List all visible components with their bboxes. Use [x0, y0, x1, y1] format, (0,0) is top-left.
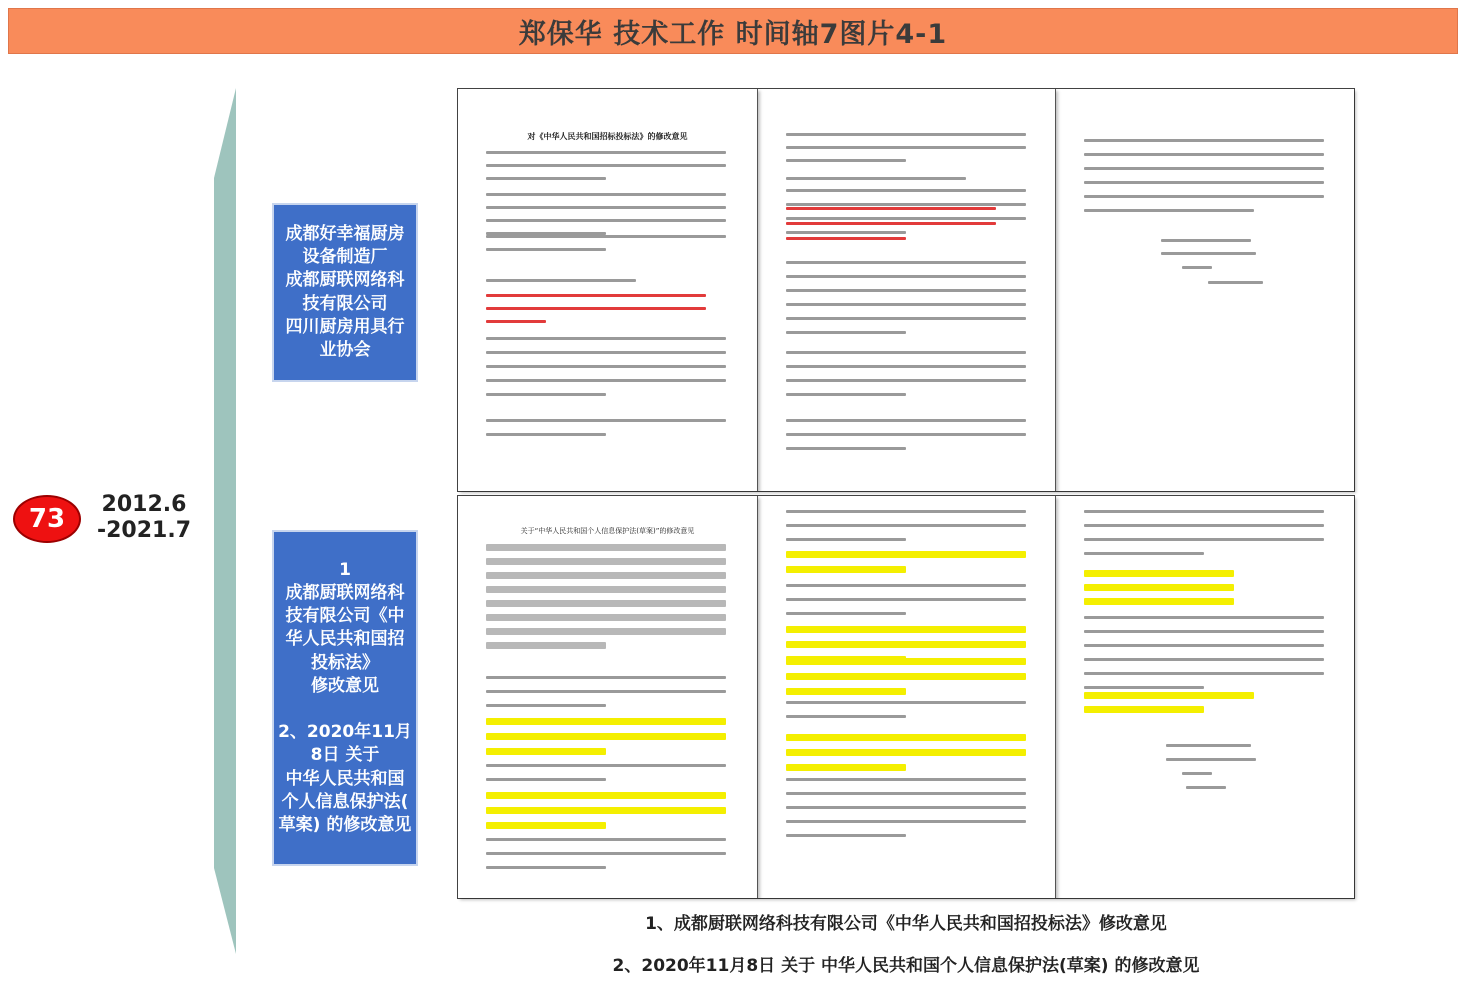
org-line: 技有限公司 [302, 293, 388, 314]
title-bar [8, 8, 1458, 54]
text-line [786, 734, 1026, 741]
text-line [1084, 630, 1324, 633]
text-line [786, 331, 906, 334]
text-line [786, 159, 906, 162]
text-line [1084, 510, 1324, 513]
text-line [486, 433, 606, 436]
org-line: 业协会 [319, 339, 371, 360]
text-line [786, 566, 906, 573]
text-line [786, 658, 1026, 665]
text-line [786, 303, 1026, 306]
text-line [1084, 153, 1324, 156]
work-line: 2、2020年11月 [278, 722, 412, 743]
text-line [786, 393, 906, 396]
text-line [786, 749, 1026, 756]
text-line [486, 704, 606, 707]
text-line [486, 572, 726, 579]
text-line [486, 365, 726, 368]
caption-privacy-law: 2、2020年11月8日 关于 中华人民共和国个人信息保护法(草案) 的修改意见 [612, 956, 1200, 976]
text-line [486, 838, 726, 841]
text-line [486, 676, 726, 679]
text-line [486, 419, 726, 422]
text-line [786, 433, 1026, 436]
work-line: 个人信息保护法( [281, 791, 409, 812]
date-range [88, 492, 200, 544]
text-line [486, 379, 726, 382]
document-page-2 [758, 89, 1056, 491]
text-line [1084, 167, 1324, 170]
timeline-bar [208, 88, 236, 954]
text-line [486, 219, 726, 222]
text-line [786, 715, 906, 718]
text-line [486, 642, 606, 649]
text-line [786, 419, 1026, 422]
text-line [486, 164, 726, 167]
text-line [786, 792, 1026, 795]
text-line [486, 206, 726, 209]
text-line [1084, 644, 1324, 647]
text-line [1084, 616, 1324, 619]
text-line [1186, 786, 1226, 789]
text-line [786, 217, 1026, 220]
text-line [786, 806, 1026, 809]
text-line [786, 203, 1026, 206]
text-line [786, 351, 1026, 354]
text-line [786, 510, 1026, 513]
document-page-2 [758, 496, 1056, 898]
document-page-3 [1056, 496, 1354, 898]
text-line [1084, 706, 1204, 713]
text-line [786, 538, 906, 541]
text-line [486, 351, 726, 354]
date-start: 2012.6 [101, 492, 187, 517]
text-line [786, 275, 1026, 278]
text-line [1084, 524, 1324, 527]
text-line [1084, 538, 1324, 541]
text-line [786, 626, 1026, 633]
text-line [486, 764, 726, 767]
text-line [486, 586, 726, 593]
text-line [786, 133, 1026, 136]
text-line [486, 151, 726, 154]
text-line [486, 852, 726, 855]
text-line [486, 614, 726, 621]
document-page-1 [458, 89, 758, 491]
text-line [1084, 181, 1324, 184]
text-line [486, 320, 546, 323]
work-line: 华人民共和国招 [285, 629, 405, 650]
text-line [1084, 195, 1324, 198]
text-line [786, 551, 1026, 558]
text-line [486, 600, 726, 607]
org-line: 四川厨房用具行 [285, 316, 405, 337]
work-line: 投标法》 [311, 652, 379, 673]
text-line [486, 307, 706, 310]
org-line: 设备制造厂 [302, 247, 388, 268]
text-line [786, 237, 906, 240]
text-line [486, 235, 726, 238]
text-line [786, 207, 996, 210]
entry-number-badge [13, 495, 81, 543]
text-line [1182, 772, 1212, 775]
text-line [1166, 758, 1256, 761]
text-line [1084, 552, 1204, 555]
text-line [1166, 744, 1251, 747]
text-line [486, 822, 606, 829]
text-line [1084, 692, 1254, 699]
text-line [786, 641, 1026, 648]
text-line [1161, 252, 1256, 255]
text-line [486, 193, 726, 196]
organization-box [272, 203, 418, 382]
text-line [486, 866, 606, 869]
text-line [486, 337, 726, 340]
document-page-3 [1056, 89, 1354, 491]
text-line [486, 718, 726, 725]
text-line [1084, 598, 1234, 605]
text-line [1084, 584, 1234, 591]
text-line [786, 261, 1026, 264]
document-title: 对《中华人民共和国招标投标法》的修改意见 [527, 132, 688, 141]
text-line [1208, 281, 1263, 284]
work-line: 成都厨联网络科 [285, 582, 405, 603]
text-line [486, 544, 726, 551]
work-line: 修改意见 [311, 675, 379, 696]
work-line: 1 [339, 559, 351, 580]
document-title: 关于“中华人民共和国个人信息保护法(草案)”的修改意见 [520, 527, 695, 535]
page-title: 郑保华 技术工作 时间轴7图片4-1 [518, 18, 948, 50]
text-line [786, 317, 1026, 320]
text-line [486, 279, 636, 282]
text-line [786, 222, 996, 225]
caption-bidding-law: 1、成都厨联网络科技有限公司《中华人民共和国招投标法》修改意见 [645, 914, 1167, 934]
text-line [786, 701, 1026, 704]
text-line [786, 177, 966, 180]
text-line [786, 189, 1026, 192]
text-line [486, 792, 726, 799]
text-line [486, 294, 706, 297]
text-line [786, 584, 1026, 587]
text-line [786, 379, 1026, 382]
work-line: 草案) 的修改意见 [278, 815, 412, 836]
text-line [786, 289, 1026, 292]
work-line: 8日 关于 [310, 745, 380, 766]
text-line [786, 231, 906, 234]
text-line [786, 834, 906, 837]
bidding-law-document-pages [457, 88, 1355, 492]
text-line [786, 447, 906, 450]
text-line [486, 690, 726, 693]
entry-number: 73 [28, 504, 66, 534]
work-description-box [272, 530, 418, 866]
text-line [486, 778, 606, 781]
work-line: 技有限公司《中 [285, 606, 405, 627]
text-line [1084, 672, 1324, 675]
text-line [786, 673, 1026, 680]
text-line [486, 393, 606, 396]
work-line [342, 698, 348, 721]
text-line [1084, 658, 1324, 661]
text-line [1161, 239, 1251, 242]
text-line [786, 764, 906, 771]
text-line [786, 688, 906, 695]
text-line [486, 807, 726, 814]
text-line [1084, 209, 1254, 212]
org-line: 成都好幸福厨房 [285, 223, 405, 244]
document-page-1 [458, 496, 758, 898]
text-line [486, 248, 606, 251]
text-line [1084, 139, 1324, 142]
text-line [486, 177, 606, 180]
text-line [486, 628, 726, 635]
text-line [1084, 686, 1204, 689]
text-line [786, 820, 1026, 823]
text-line [1084, 570, 1234, 577]
privacy-law-document-pages [457, 495, 1355, 899]
date-end: -2021.7 [96, 518, 192, 543]
work-line: 中华人民共和国 [285, 768, 405, 789]
text-line [486, 748, 606, 755]
text-line [486, 733, 726, 740]
org-line: 成都厨联网络科 [285, 270, 405, 291]
text-line [786, 612, 906, 615]
text-line [786, 365, 1026, 368]
text-line [786, 146, 1026, 149]
text-line [786, 778, 1026, 781]
text-line [786, 524, 1026, 527]
text-line [1182, 266, 1212, 269]
text-line [486, 558, 726, 565]
text-line [786, 598, 1026, 601]
